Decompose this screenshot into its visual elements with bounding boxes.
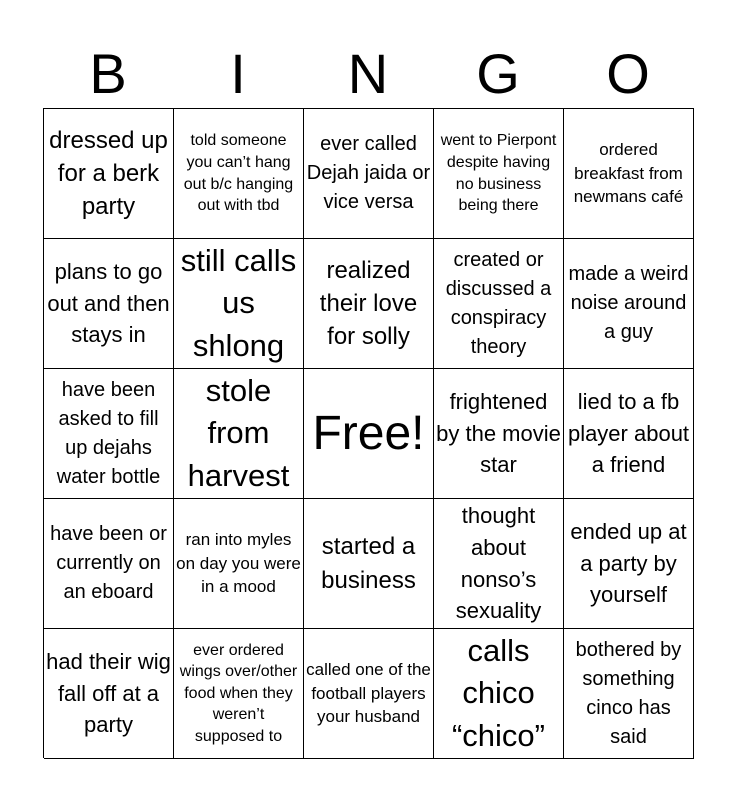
bingo-cell[interactable]: plans to go out and then stays in (44, 239, 174, 369)
header-letter-n: N (347, 42, 389, 105)
header-letter-b: B (89, 42, 127, 105)
header-letter-i: I (230, 42, 246, 105)
bingo-cell[interactable]: still calls us shlong (174, 239, 304, 369)
bingo-cell[interactable]: bothered by something cinco has said (564, 629, 694, 759)
bingo-cell[interactable]: ordered breakfast from newmans café (564, 109, 694, 239)
bingo-cell[interactable]: lied to a fb player about a friend (564, 369, 694, 499)
bingo-grid (43, 108, 694, 758)
bingo-cell[interactable]: had their wig fall off at a party (44, 629, 174, 759)
bingo-cell[interactable]: called one of the football players your husband (304, 629, 434, 759)
bingo-cell[interactable]: made a weird noise around a guy (564, 239, 694, 369)
free-space[interactable]: Free! (304, 369, 434, 499)
bingo-cell[interactable]: calls chico “chico” (434, 629, 564, 759)
bingo-header (43, 40, 693, 108)
bingo-cell[interactable]: ended up at a party by yourself (564, 499, 694, 629)
bingo-cell[interactable]: ever ordered wings over/other food when they weren’t supposed to (174, 629, 304, 759)
bingo-cell[interactable]: ran into myles on day you were in a mood (174, 499, 304, 629)
bingo-cell[interactable]: frightened by the movie star (434, 369, 564, 499)
bingo-cell[interactable]: dressed up for a berk party (44, 109, 174, 239)
bingo-cell[interactable]: have been asked to fill up dejahs water bottle (44, 369, 174, 499)
bingo-cell[interactable]: told someone you can’t hang out b/c hanging out with tbd (174, 109, 304, 239)
bingo-cell[interactable]: stole from harvest (174, 369, 304, 499)
header-letter-g: G (476, 42, 520, 105)
bingo-cell[interactable]: realized their love for solly (304, 239, 434, 369)
bingo-cell[interactable]: have been or currently on an eboard (44, 499, 174, 629)
bingo-cell[interactable]: went to Pierpont despite having no business being there (434, 109, 564, 239)
bingo-cell[interactable]: started a business (304, 499, 434, 629)
bingo-cell[interactable]: created or discussed a conspiracy theory (434, 239, 564, 369)
bingo-cell[interactable]: ever called Dejah jaida or vice versa (304, 109, 434, 239)
header-letter-o: O (606, 42, 650, 105)
bingo-cell[interactable]: thought about nonso’s sexuality (434, 499, 564, 629)
